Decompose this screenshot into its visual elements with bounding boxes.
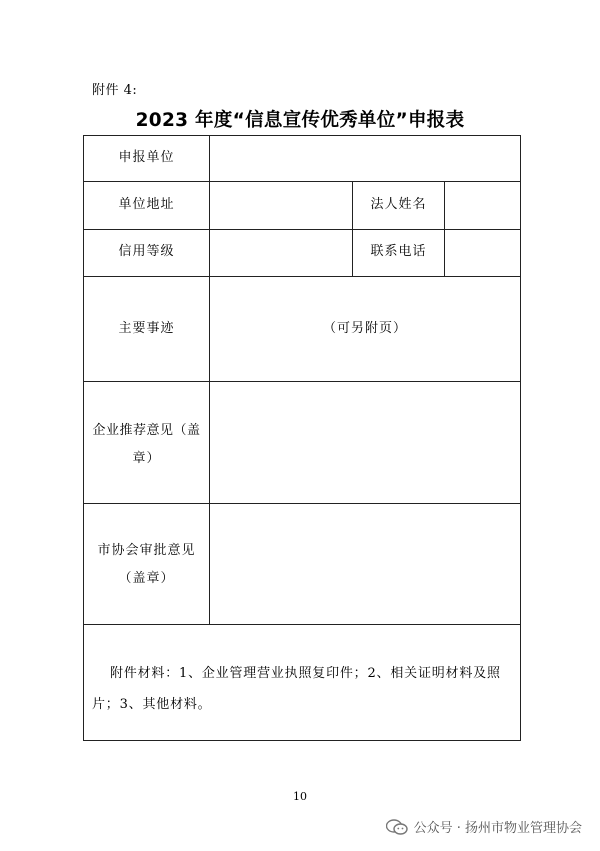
watermark-text: 公众号 · 扬州市物业管理协会 (413, 821, 582, 836)
row-divider (84, 276, 520, 277)
attachment-label: 附件 4: (92, 83, 138, 98)
contact-phone-label: 联系电话 (370, 244, 427, 259)
attachment-materials-note: 附件材料：1、企业管理营业执照复印件；2、相关证明材料及照片；3、其他材料。 (92, 666, 501, 712)
applicant-unit-field[interactable] (210, 136, 520, 181)
credit-rating-label: 信用等级 (118, 244, 175, 259)
wechat-icon (386, 819, 408, 835)
company-opinion-label-line1: 企业推荐意见（盖 (92, 423, 201, 438)
legal-rep-field[interactable] (445, 182, 520, 229)
main-deeds-hint[interactable]: （可另附页） (322, 321, 407, 336)
application-form-table (83, 135, 521, 741)
contact-phone-field[interactable] (445, 230, 520, 276)
page-number: 10 (293, 790, 307, 803)
company-opinion-field[interactable] (210, 382, 520, 503)
credit-rating-field[interactable] (210, 230, 352, 276)
association-opinion-label-line2: （盖章） (118, 571, 175, 586)
association-opinion-field[interactable] (210, 504, 520, 624)
page-title: 2023 年度“信息宣传优秀单位”申报表 (135, 110, 465, 131)
watermark (386, 817, 582, 836)
row-divider (84, 624, 520, 625)
unit-address-label: 单位地址 (118, 197, 175, 212)
association-opinion-label (84, 539, 209, 591)
applicant-unit-label: 申报单位 (118, 150, 175, 165)
company-opinion-label-line2: 章） (132, 451, 161, 466)
association-opinion-label-line1: 市协会审批意见 (97, 543, 196, 558)
company-opinion-label (84, 419, 209, 471)
main-deeds-label: 主要事迹 (118, 321, 175, 336)
unit-address-field[interactable] (210, 182, 352, 229)
legal-rep-label: 法人姓名 (370, 197, 427, 212)
